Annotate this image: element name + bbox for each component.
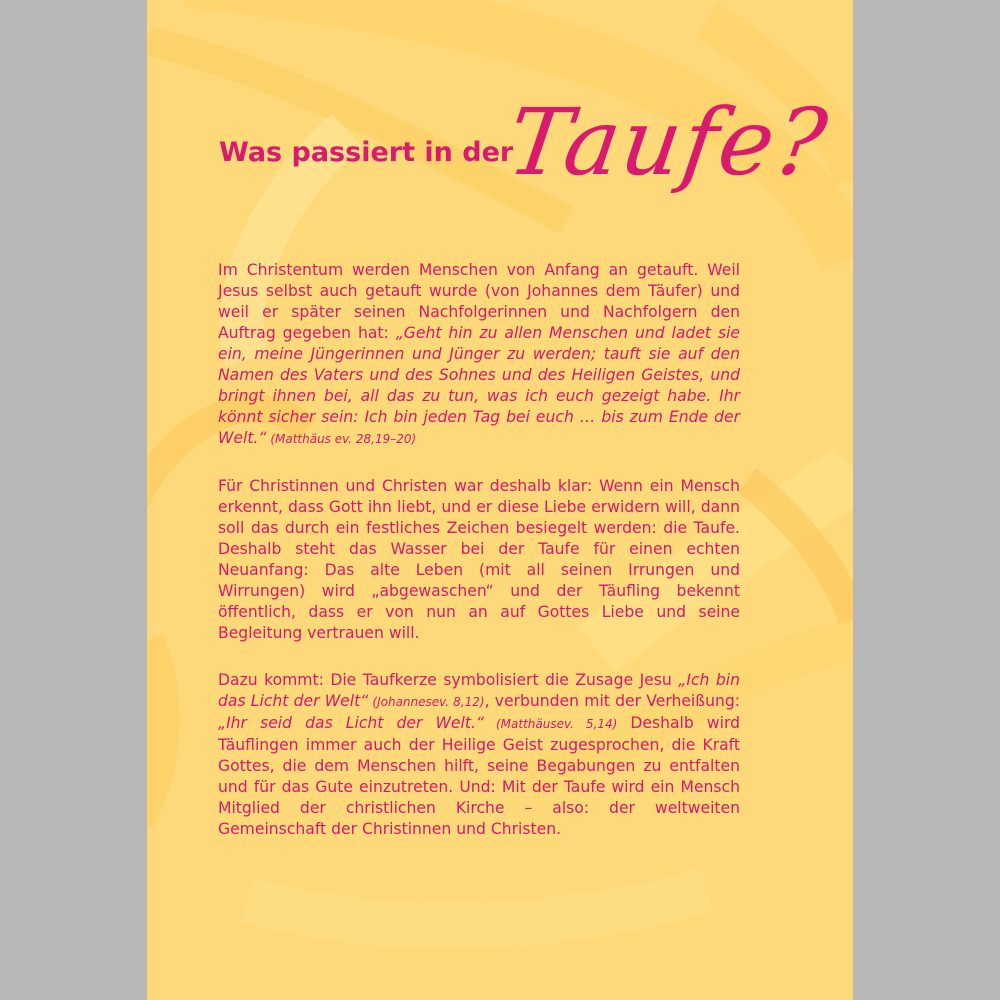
paragraph-1	[218, 260, 740, 450]
p3-intro: Dazu kommt: Die Taufkerze symbolisiert die Zusage Jesu	[218, 671, 679, 689]
p1-reference: (Matthäus ev. 28,19–20)	[266, 432, 417, 446]
p3-quote-1: „Ich bin das Licht der Welt“	[218, 671, 740, 710]
title-lead: Was passiert in der	[219, 137, 514, 168]
page-title	[219, 89, 839, 245]
paragraph-3	[218, 670, 740, 840]
body-text	[218, 260, 740, 866]
p3-reference-2: (Matthäusev. 5,14)	[484, 717, 618, 731]
paragraph-2: Für Christinnen und Christen war deshalb klar: Wenn ein Mensch erkennt, dass Gott ihn liebt, und er diese Liebe erwidern will, dann soll das durch ein festliches Zeichen besiegelt werden: die Taufe. Deshalb steht das Wasser bei der Taufe für einen echten Neuanfang: Das alte Leben (mit all seinen Irrungen und Wirrungen) wird „abgewaschen“ und der Täufling bekennt öffentlich, dass er von nun an auf Gottes Liebe und seine Begleitung vertrauen will.	[218, 477, 740, 642]
flyer-page	[147, 0, 853, 1000]
p1-quote: „Geht hin zu allen Menschen und ladet sie ein, meine Jüngerinnen und Jünger zu werden; tauft sie auf den Namen des Vaters und des Sohnes und des Heiligen Geistes, und bringt ihnen bei, all das zu tun, was ich euch gezeigt habe. Ihr könnt sicher sein: Ich bin jeden Tag bei euch … bis zum Ende der Welt.“	[218, 324, 740, 447]
p1-intro: Im Christentum werden Menschen von Anfang an getauft. Weil Jesus selbst auch getauft wurde (von Johannes dem Täufer) und weil er später seinen Nachfolgerinnen und Nachfolgern den Auftrag gegeben hat:	[218, 261, 740, 342]
p3-rest: Deshalb wird Täuflingen immer auch der Heilige Geist zugesprochen, die Kraft Gottes, die dem Menschen hilft, seine Begabungen zu entfalten und für das Gute einzutreten. Und: Mit der Taufe wird ein Mensch Mitglied der christlichen Kirche – also: der weltweiten Gemeinschaft der Christinnen und Christen.	[218, 714, 741, 838]
title-script: Taufe?	[501, 89, 835, 196]
p3-mid: , verbunden mit der Verheißung:	[484, 692, 741, 710]
p3-quote-2: „Ihr seid das Licht der Welt.“	[218, 714, 485, 732]
p3-reference-1: (Johannesev. 8,12)	[368, 695, 485, 709]
